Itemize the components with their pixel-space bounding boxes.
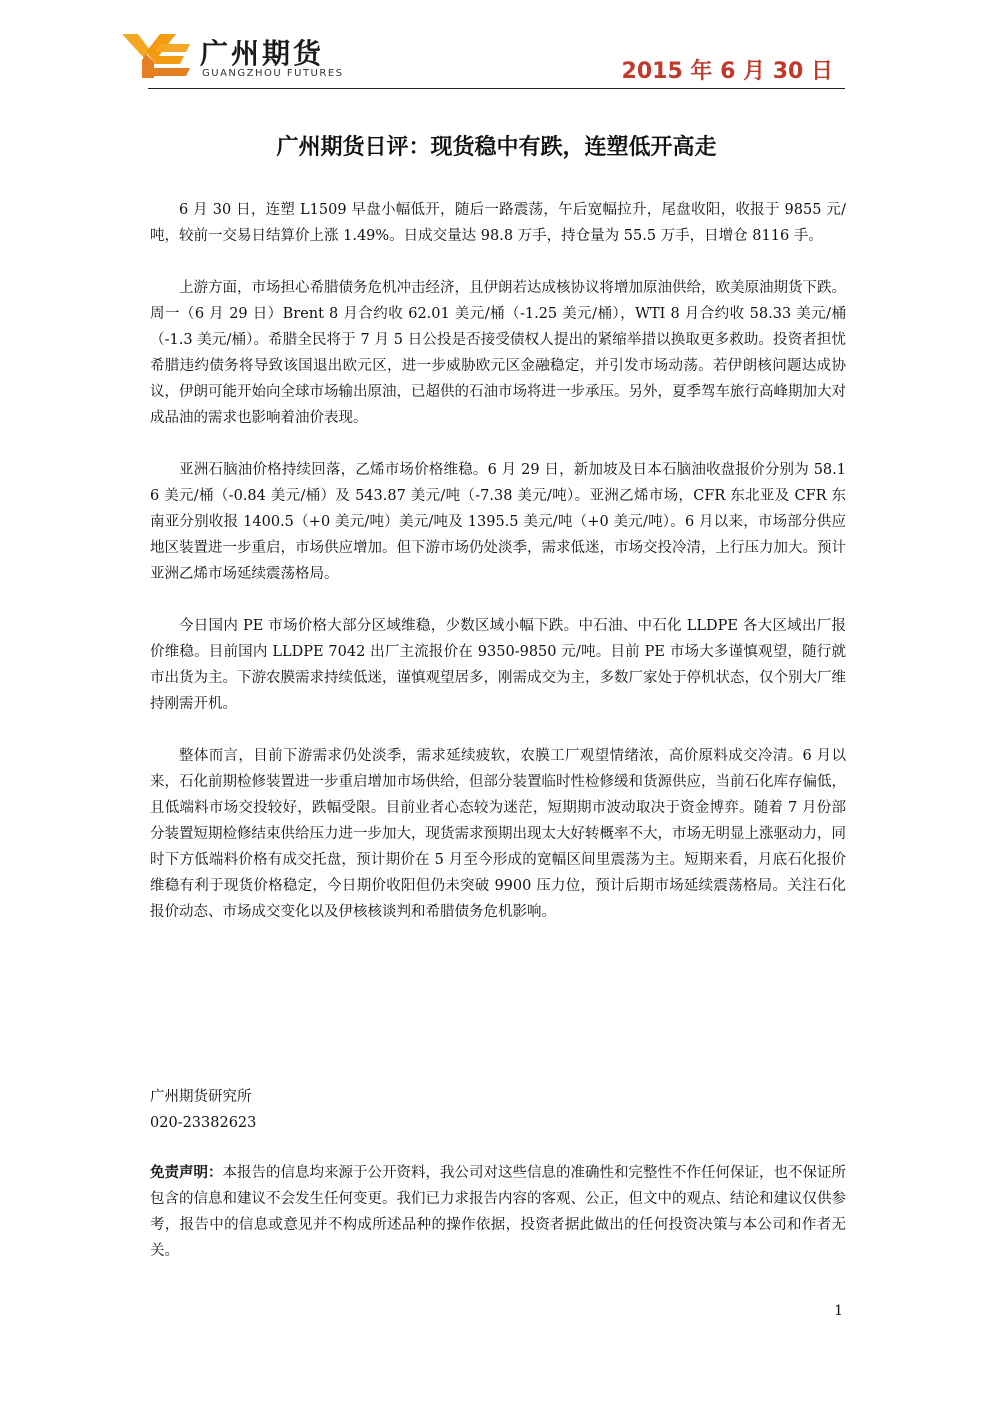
paragraph: 亚洲石脑油价格持续回落，乙烯市场价格维稳。6 月 29 日，新加坡及日本石脑油收盘报价分别为 58.16 美元/桶（-0.84 美元/桶）及 543.87 美元/吨（-7.38 美元/吨）。亚洲乙烯市场，CFR 东北亚及 CFR 东南亚分别收报 1400.5（+0 美元/吨）美元/吨及 1395.5 美元/吨（+0 美元/吨）。6 月以来，市场部分供应地区装置进一步重启，市场供应增加。但下游市场仍处淡季，需求低迷，市场交投冷清，上行压力加大。预计亚洲乙烯市场延续震荡格局。: [150, 462, 846, 582]
report-date: 2015 年 6 月 30 日: [621, 59, 833, 84]
company-name-cn: 广州期货: [200, 37, 325, 70]
page-header: [0, 0, 993, 95]
paragraph: 6 月 30 日，连塑 L1509 早盘小幅低开，随后一路震荡，午后宽幅拉升，尾盘收阳，收报于 9855 元/吨，较前一交易日结算价上涨 1.49%。日成交量达 98.8 万手，持仓量为 55.5 万手，日增仓 8116 手。: [150, 202, 846, 244]
report-body: [150, 197, 846, 951]
header-divider: [148, 88, 845, 89]
disclaimer-label: 免责声明：: [150, 1165, 223, 1181]
disclaimer: [150, 1160, 846, 1264]
disclaimer-text: 本报告的信息均来源于公开资料，我公司对这些信息的准确性和完整性不作任何保证，也不保证所包含的信息和建议不会发生任何变更。我们已力求报告内容的客观、公正，但文中的观点、结论和建议仅供参考，报告中的信息或意见并不构成所述品种的操作依据，投资者据此做出的任何投资决策与本公司和作者无关。: [150, 1165, 846, 1259]
report-title: 广州期货日评：现货稳中有跌，连塑低开高走: [276, 135, 717, 160]
research-org: 广州期货研究所: [150, 1089, 252, 1105]
contact-block: [150, 1084, 256, 1136]
gzf-logo-icon: [120, 30, 192, 80]
page-number: 1: [834, 1303, 843, 1319]
company-logo: [120, 30, 360, 85]
contact-phone: 020-23382623: [150, 1115, 257, 1131]
paragraph: 整体而言，目前下游需求仍处淡季，需求延续疲软，农膜工厂观望情绪浓，高价原料成交冷清。6 月以来，石化前期检修装置进一步重启增加市场供给，但部分装置临时性检修缓和货源供应，当前石化库存偏低，且低端料市场交投较好，跌幅受限。目前业者心态较为迷茫，短期期市波动取决于资金博弈。随着 7 月份部分装置短期检修结束供给压力进一步加大，现货需求预期出现太大好转概率不大，市场无明显上涨驱动力，同时下方低端料价格有成交托盘，预计期价在 5 月至今形成的宽幅区间里震荡为主。短期来看，月底石化报价维稳有利于现货价格稳定，今日期价收阳但仍未突破 9900 压力位，预计后期市场延续震荡格局。关注石化报价动态、市场成交变化以及伊核核谈判和希腊债务危机影响。: [150, 748, 846, 920]
paragraph: 上游方面，市场担心希腊债务危机冲击经济，且伊朗若达成核协议将增加原油供给，欧美原油期货下跌。周一（6 月 29 日）Brent 8 月合约收 62.01 美元/桶（-1.25 美元/桶），WTI 8 月合约收 58.33 美元/桶（-1.3 美元/桶）。希腊全民将于 7 月 5 日公投是否接受债权人提出的紧缩举措以换取更多救助。投资者担忧希腊违约债务将导致该国退出欧元区，进一步威胁欧元区金融稳定，并引发市场动荡。若伊朗核问题达成协议，伊朗可能开始向全球市场输出原油，已超供的石油市场将进一步承压。另外，夏季驾车旅行高峰期加大对成品油的需求也影响着油价表现。: [150, 280, 846, 426]
company-name-en: GUANGZHOU FUTURES: [202, 68, 344, 79]
paragraph: 今日国内 PE 市场价格大部分区域维稳，少数区域小幅下跌。中石油、中石化 LLDPE 各大区域出厂报价维稳。目前国内 LLDPE 7042 出厂主流报价在 9350-9850 元/吨。目前 PE 市场大多谨慎观望，随行就市出货为主。下游农膜需求持续低迷，谨慎观望居多，刚需成交为主，多数厂家处于停机状态，仅个别大厂维持刚需开机。: [150, 618, 846, 712]
